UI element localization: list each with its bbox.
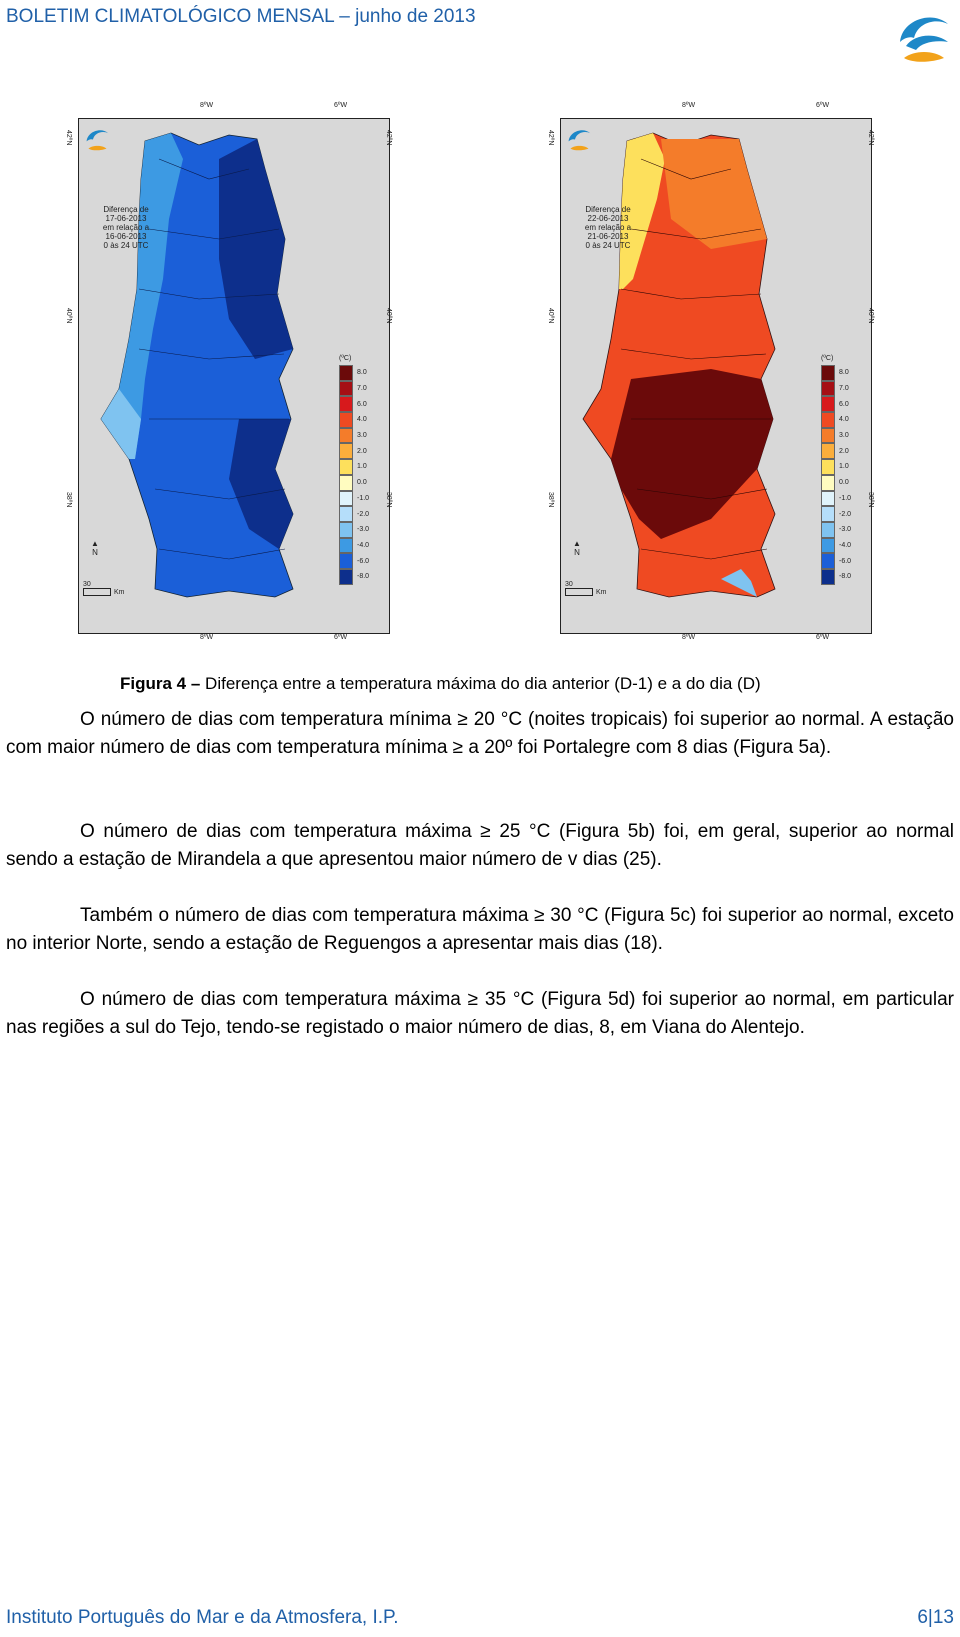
legend-row xyxy=(339,475,403,491)
report-title: BOLETIM CLIMATOLÓGICO MENSAL – junho de 2013 xyxy=(6,6,476,27)
lat-label-1: 42ºN xyxy=(547,130,554,146)
legend-rows xyxy=(339,365,403,585)
lon-label-bottom-1: 8ºW xyxy=(200,634,214,641)
legend-label: 8.0 xyxy=(357,369,367,377)
legend-label: -2.0 xyxy=(357,510,370,518)
legend-label: 0.0 xyxy=(839,479,849,487)
north-arrow-icon: ▲ N xyxy=(91,539,99,557)
legend-row xyxy=(821,538,885,554)
legend-label: 0.0 xyxy=(357,479,367,487)
lat-label-3: 38ºN xyxy=(547,492,554,508)
scale-bar: 30 Km xyxy=(83,581,125,596)
lon-label-top-1: 8ºW xyxy=(682,102,696,109)
north-arrow-icon: ▲ N xyxy=(573,539,581,557)
ipma-small-logo xyxy=(83,125,111,155)
legend-swatch xyxy=(821,365,835,381)
map-annotation: Diferença de 22-06-2013 em relação a 21-06-2013 0 às 24 UTC xyxy=(584,205,632,250)
legend-swatch xyxy=(821,491,835,507)
legend-row xyxy=(339,506,403,522)
legend-row xyxy=(339,428,403,444)
legend-label: 3.0 xyxy=(357,432,367,440)
ipma-logo xyxy=(892,6,954,72)
paragraph-max-30: Também o número de dias com temperatura máxima ≥ 30 °C (Figura 5c) foi superior ao normal, exceto no interior Norte, sendo a estação de Reguengos a apresentar mais dias (18). xyxy=(6,905,954,954)
legend-row xyxy=(339,459,403,475)
scale-bar: 30 Km xyxy=(565,581,607,596)
legend-swatch xyxy=(821,459,835,475)
legend-row xyxy=(339,381,403,397)
legend-label: -1.0 xyxy=(839,494,852,502)
legend-row xyxy=(339,491,403,507)
legend-swatch xyxy=(339,365,353,381)
lon-label-top-1: 8ºW xyxy=(200,102,214,109)
map-panel-right xyxy=(547,102,880,642)
caption-label: Figura 4 – xyxy=(120,674,201,693)
legend-label: -4.0 xyxy=(839,541,852,549)
legend-swatch xyxy=(821,522,835,538)
legend-label: 4.0 xyxy=(839,416,849,424)
legend-swatch xyxy=(339,475,353,491)
legend-row xyxy=(339,569,403,585)
legend-row xyxy=(821,381,885,397)
legend-swatch xyxy=(821,569,835,585)
map-frame xyxy=(560,118,872,634)
legend-swatch xyxy=(339,443,353,459)
legend-label: -6.0 xyxy=(357,557,370,565)
legend-row xyxy=(821,569,885,585)
legend-row xyxy=(339,396,403,412)
color-legend xyxy=(821,355,885,585)
legend-unit: (ºC) xyxy=(339,355,352,362)
legend-label: 1.0 xyxy=(357,463,367,471)
lon-label-top-2: 6ºW xyxy=(816,102,830,109)
page-number: 6|13 xyxy=(917,1607,954,1628)
legend-unit: (ºC) xyxy=(821,355,834,362)
legend-label: -1.0 xyxy=(357,494,370,502)
lon-label-bottom-2: 6ºW xyxy=(816,634,830,641)
paragraph-max-35: O número de dias com temperatura máxima ≥ 35 °C (Figura 5d) foi superior ao normal, em particular nas regiões a sul do Tejo, tendo-se registado o maior número de dias, 8, em Viana do Alentejo. xyxy=(6,989,954,1038)
legend-label: 6.0 xyxy=(839,400,849,408)
lat-label-right-2: 40ºN xyxy=(385,308,392,324)
paragraph-tropical-nights: O número de dias com temperatura mínima ≥ 20 °C (noites tropicais) foi superior ao normal. A estação com maior número de dias com temperatura mínima ≥ a 20º foi Portalegre com 8 dias (Figura 5a). xyxy=(6,709,954,758)
lat-label-1: 42ºN xyxy=(65,130,72,146)
legend-label: 7.0 xyxy=(839,385,849,393)
legend-swatch xyxy=(339,491,353,507)
legend-swatch xyxy=(339,553,353,569)
legend-label: -6.0 xyxy=(839,557,852,565)
lat-label-right-1: 42ºN xyxy=(385,130,392,146)
legend-swatch xyxy=(339,428,353,444)
lat-label-3: 38ºN xyxy=(65,492,72,508)
legend-label: -2.0 xyxy=(839,510,852,518)
legend-label: -4.0 xyxy=(357,541,370,549)
legend-label: -8.0 xyxy=(839,573,852,581)
legend-row xyxy=(821,396,885,412)
legend-row xyxy=(339,412,403,428)
figure-caption xyxy=(120,674,761,694)
legend-swatch xyxy=(821,506,835,522)
legend-swatch xyxy=(821,553,835,569)
legend-row xyxy=(339,553,403,569)
legend-swatch xyxy=(339,506,353,522)
legend-label: 2.0 xyxy=(839,447,849,455)
legend-label: -8.0 xyxy=(357,573,370,581)
lon-label-bottom-1: 8ºW xyxy=(682,634,696,641)
lat-label-2: 40ºN xyxy=(65,308,72,324)
legend-swatch xyxy=(339,396,353,412)
ipma-small-logo xyxy=(565,125,593,155)
lon-label-bottom-2: 6ºW xyxy=(334,634,348,641)
lat-label-right-3: 38ºN xyxy=(385,492,392,508)
paragraph-max-25: O número de dias com temperatura máxima ≥ 25 °C (Figura 5b) foi, em geral, superior ao normal sendo a estação de Mirandela a que apresentou maior número de v dias (25). xyxy=(6,821,954,870)
map-annotation: Diferença de 17-06-2013 em relação a 16-06-2013 0 às 24 UTC xyxy=(102,205,150,250)
legend-label: 1.0 xyxy=(839,463,849,471)
legend-swatch xyxy=(339,381,353,397)
legend-swatch xyxy=(821,412,835,428)
map-frame xyxy=(78,118,390,634)
legend-row xyxy=(821,365,885,381)
legend-swatch xyxy=(821,538,835,554)
legend-swatch xyxy=(821,428,835,444)
lat-label-right-2: 40ºN xyxy=(867,308,874,324)
legend-swatch xyxy=(339,569,353,585)
legend-label: 3.0 xyxy=(839,432,849,440)
legend-rows xyxy=(821,365,885,585)
lon-label-top-2: 6ºW xyxy=(334,102,348,109)
legend-row xyxy=(821,475,885,491)
legend-row xyxy=(339,522,403,538)
legend-row xyxy=(821,412,885,428)
legend-label: 2.0 xyxy=(357,447,367,455)
lat-label-right-3: 38ºN xyxy=(867,492,874,508)
legend-swatch xyxy=(339,522,353,538)
legend-swatch xyxy=(821,475,835,491)
caption-text: Diferença entre a temperatura máxima do dia anterior (D-1) e a do dia (D) xyxy=(205,674,761,693)
legend-row xyxy=(821,553,885,569)
legend-row xyxy=(821,428,885,444)
legend-label: 8.0 xyxy=(839,369,849,377)
legend-swatch xyxy=(339,412,353,428)
legend-row xyxy=(339,365,403,381)
legend-row xyxy=(821,443,885,459)
legend-row xyxy=(821,491,885,507)
lat-label-2: 40ºN xyxy=(547,308,554,324)
legend-row xyxy=(821,506,885,522)
legend-label: 4.0 xyxy=(357,416,367,424)
legend-swatch xyxy=(821,381,835,397)
legend-row xyxy=(339,538,403,554)
legend-label: 7.0 xyxy=(357,385,367,393)
legend-swatch xyxy=(339,538,353,554)
legend-label: -3.0 xyxy=(357,526,370,534)
legend-swatch xyxy=(339,459,353,475)
legend-row xyxy=(821,459,885,475)
lat-label-right-1: 42ºN xyxy=(867,130,874,146)
footer-institute: Instituto Português do Mar e da Atmosfera, I.P. xyxy=(6,1607,399,1628)
legend-row xyxy=(821,522,885,538)
legend-swatch xyxy=(821,396,835,412)
color-legend xyxy=(339,355,403,585)
legend-label: 6.0 xyxy=(357,400,367,408)
legend-swatch xyxy=(821,443,835,459)
legend-row xyxy=(339,443,403,459)
map-panel-left xyxy=(65,102,398,642)
legend-label: -3.0 xyxy=(839,526,852,534)
